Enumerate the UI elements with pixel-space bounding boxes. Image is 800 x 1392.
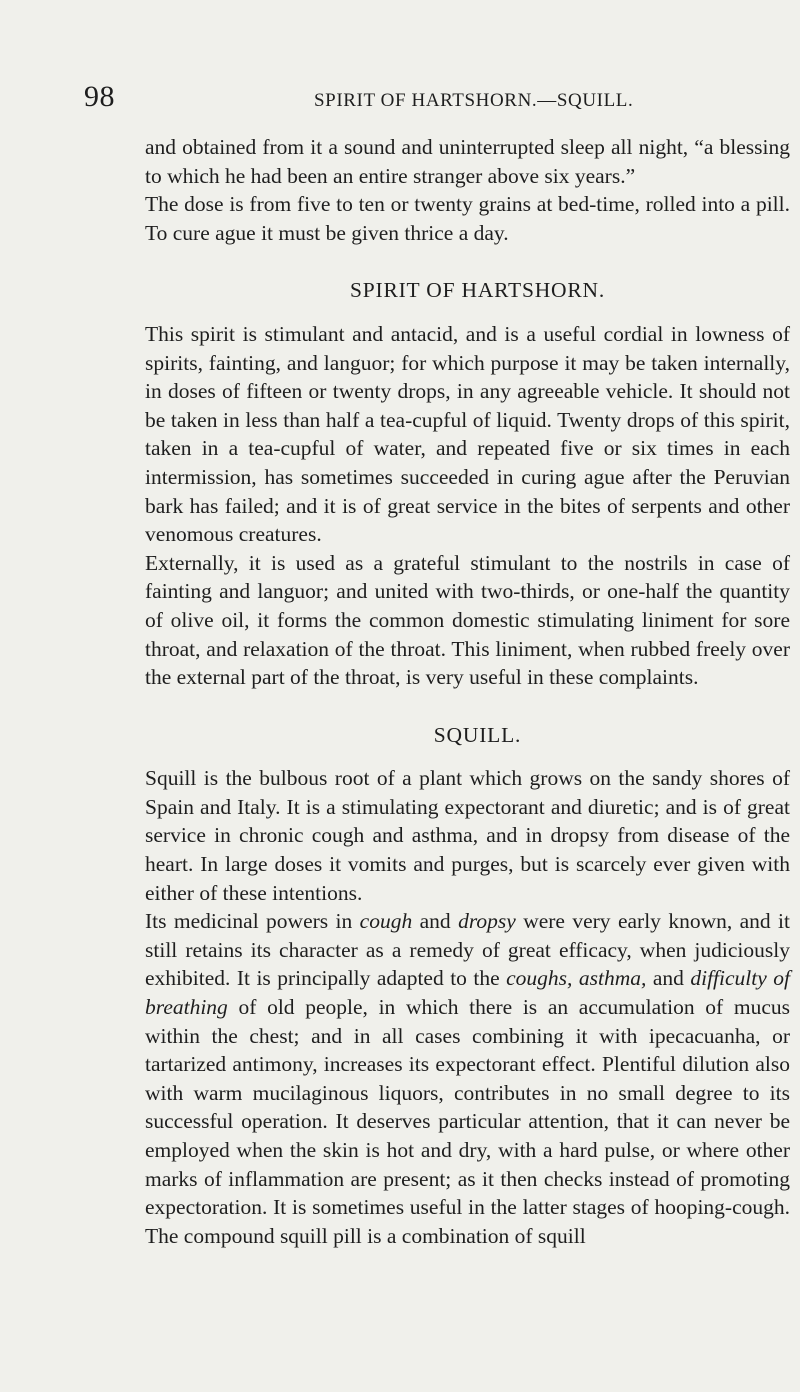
paragraph-hartshorn-1-text: This spirit is stimulant and antacid, and is a useful cordial in lowness of spirits, fainting, and languor; for which purpose it may be taken internally, in doses of fifteen or twenty drops, in any agreeable vehicle. It should not be taken in less than half a tea-cupful of liquid. Twenty drops of this spirit, taken in a tea-cupful of water, and repeated five or six times in each intermission, has sometimes succeeded in curing ague after the Peruvian bark has failed; and it is of great service in the bites of serpents and other venomous creatures. xyxy=(145,321,790,547)
page-header xyxy=(84,80,784,114)
squill-2-part-c: were very early known, and it still retains its character as a remedy of great efficacy, when judiciously exhibited. It is principally adapted to the xyxy=(145,909,790,991)
page-number: 98 xyxy=(84,80,115,113)
section-title-squill: SQUILL. xyxy=(433,722,522,747)
paragraph-squill-2 xyxy=(145,907,790,1250)
squill-2-part-a: Its medicinal powers in xyxy=(145,909,360,934)
emphasis-cough: cough xyxy=(359,909,413,934)
emphasis-coughs-asthma: coughs, asthma, xyxy=(506,966,647,991)
paragraph-squill-1 xyxy=(145,764,790,907)
paragraph-hartshorn-1 xyxy=(145,320,790,549)
squill-2-part-b: and xyxy=(412,909,459,934)
paragraph-squill-1-text: Squill is the bulbous root of a plant which grows on the sandy shores of Spain and Italy. It is a stimulating expectorant and diuretic; and is of great service in chronic cough and asthma, and in dropsy from disease of the heart. In large doses it vomits and purges, but is scarcely ever given with either of these intentions. xyxy=(145,766,790,905)
paragraph-hartshorn-2 xyxy=(145,549,790,692)
running-head: SPIRIT OF HARTSHORN.—SQUILL. xyxy=(314,90,634,111)
paragraph-continued: and obtained from it a sound and uninterrupted sleep all night, “a blessing to which he had been an entire stranger above six years.” xyxy=(145,135,790,188)
paragraph-dose-text: The dose is from five to ten or twenty grains at bed-time, rolled into a pill. To cure ague it must be given thrice a day. xyxy=(145,192,790,245)
page-body xyxy=(145,133,790,1250)
section-title-hartshorn: SPIRIT OF HARTSHORN. xyxy=(349,278,606,303)
emphasis-dropsy: dropsy xyxy=(458,909,516,934)
paragraph-dose xyxy=(145,190,790,247)
squill-2-part-d: and xyxy=(646,966,691,991)
paragraph-hartshorn-2-text: Externally, it is used as a grateful stimulant to the nostrils in case of fainting and languor; and united with two-thirds, or one-half the quantity of olive oil, it forms the common domestic stimulating liniment for sore throat, and relaxation of the throat. This liniment, when rubbed freely over the external part of the throat, is very useful in these complaints. xyxy=(145,550,790,690)
squill-2-part-e: of old people, in which there is an accumulation of mucus within the chest; and in all cases combining it with ipecacuanha, or tartarized antimony, increases its expectorant effect. Plentiful dilution also with warm mucilaginous liquors, contributes in no small degree to its successful operation. It deserves particular attention, that it can never be employed when the skin is hot and dry, with a hard pulse, or where other marks of inflammation are present; as it then checks instead of promoting expectoration. It is sometimes useful in the latter stages of hooping-cough. The compound squill pill is a combination of squill xyxy=(145,995,790,1248)
emphasis-difficulty-breathing: difficulty of breathing xyxy=(145,966,790,1020)
